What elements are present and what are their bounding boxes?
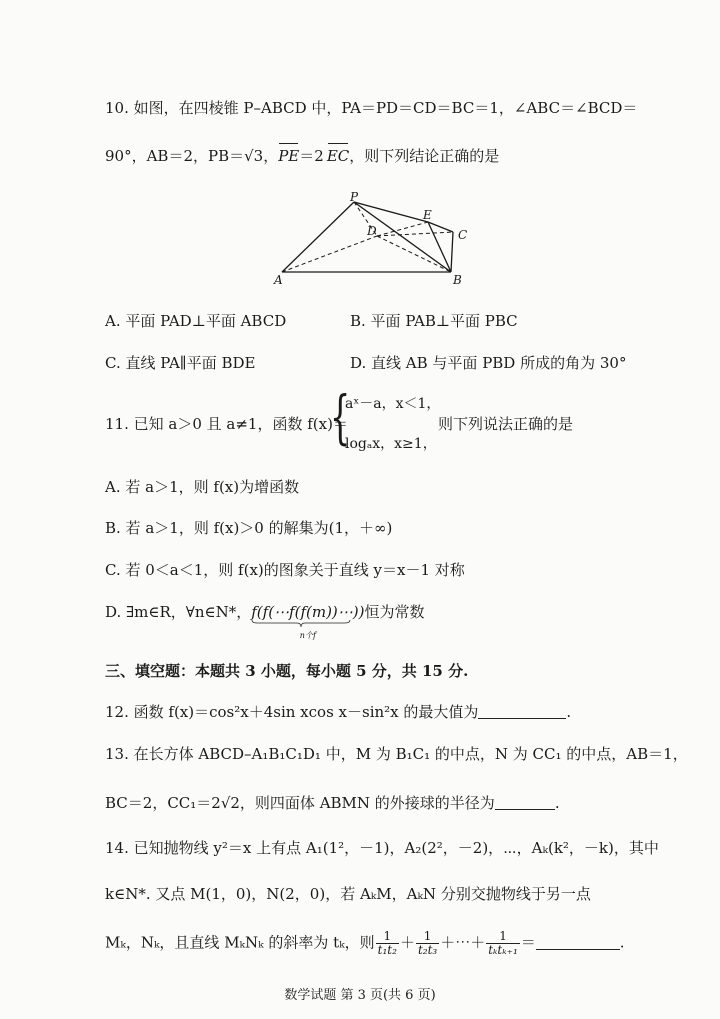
q11-option-a: A. 若 a＞1，则 f(x)为增函数 — [105, 478, 300, 496]
q14-line1: 14. 已知抛物线 y²＝x 上有点 A₁(1²，－1)，A₂(2²，－2)，⋯，Aₖ(k²，－k)，其中 — [105, 839, 659, 857]
q11-d-tail: 恒为常数 — [364, 603, 425, 621]
q11-option-c: C. 若 0＜a＜1，则 f(x)的图象关于直线 y＝x－1 对称 — [105, 561, 465, 579]
q14-line3-lead: Mₖ，Nₖ，且直线 MₖNₖ 的斜率为 tₖ，则 — [105, 933, 375, 952]
q11-option-d — [105, 602, 425, 640]
q11-tail: 则下列说法正确的是 — [438, 415, 574, 433]
label-d: D — [367, 224, 377, 238]
vector-arrow-icon — [328, 143, 348, 144]
q10-line1: 10. 如图，在四棱锥 P–ABCD 中，PA＝PD＝CD＝BC＝1，∠ABC＝∠BCD＝ — [105, 99, 638, 117]
q11-case1: aˣ－a，x＜1， — [345, 396, 441, 412]
q11-d-lead: D. ∃m∈R，∀n∈N*， — [105, 603, 252, 621]
q11-case2: logₐx，x≥1， — [345, 436, 437, 452]
q13-line1: 13. 在长方体 ABCD–A₁B₁C₁D₁ 中，M 为 B₁C₁ 的中点，N 为 CC₁ 的中点，AB＝1， — [105, 745, 688, 763]
pyramid-figure — [270, 190, 490, 290]
label-p: P — [350, 190, 359, 204]
q14-answer-blank — [536, 935, 620, 950]
vector-arrow-icon — [279, 143, 298, 144]
q11-lead: 11. 已知 a＞0 且 a≠1，函数 f(x)＝ — [105, 415, 348, 433]
q12-answer-blank — [478, 704, 566, 719]
q13-line2: BC＝2，CC₁＝2√2，则四面体 ABMN 的外接球的半径为 . — [105, 794, 560, 812]
q14-fraction-3: $\frac{1}{\text{tₖtₖ₊₁}}$ — [488, 929, 518, 957]
label-e: E — [423, 208, 432, 222]
edge-dc — [377, 232, 453, 236]
q10-line2-a: 90°，AB＝2，PB＝√3， — [105, 147, 279, 165]
q10-line2 — [105, 146, 499, 166]
label-a: A — [274, 273, 283, 287]
q10-option-d: D. 直线 AB 与平面 PBD 所成的角为 30° — [350, 354, 627, 372]
q13-answer-blank — [495, 795, 555, 810]
q13-line2-text: BC＝2，CC₁＝2√2，则四面体 ABMN 的外接球的半径为 — [105, 794, 495, 812]
vector-pe: PE — [278, 146, 299, 166]
q11-option-b: B. 若 a＞1，则 f(x)＞0 的解集为(1，＋∞) — [105, 519, 393, 537]
q10-option-b: B. 平面 PAB⊥平面 PBC — [350, 312, 518, 330]
edge-ad — [282, 236, 377, 272]
page-footer: 数学试题 第 3 页(共 6 页) — [284, 988, 436, 1003]
q10-option-a: A. 平面 PAD⊥平面 ABCD — [105, 312, 287, 330]
q11-d-expr: f(f(⋯f(f(m))⋯)) n个f — [251, 602, 364, 622]
q14-line2: k∈N*. 又点 M(1，0)，N(2，0)，若 AₖM，AₖN 分别交抛物线于另一点 — [105, 885, 591, 903]
q10-option-c: C. 直线 PA∥平面 BDE — [105, 354, 256, 372]
piecewise-brace-icon: { — [330, 383, 351, 451]
label-b: B — [453, 273, 462, 287]
q11-d-note: n个f — [299, 631, 316, 640]
q12: 12. 函数 f(x)＝cos²x＋4sin xcos x－sin²x 的最大值为 . — [105, 703, 572, 721]
edge-pa — [282, 202, 354, 272]
q14-fraction-1: $\frac{1}{\text{t₁t₂}}$ — [377, 929, 397, 957]
q12-text: 12. 函数 f(x)＝cos²x＋4sin xcos x－sin²x 的最大值为 — [105, 703, 479, 721]
q14-line3: Mₖ，Nₖ，且直线 MₖNₖ 的斜率为 tₖ，则 $\frac{1}{\text{t₁t₂}}$ ＋ $\frac{1}{\text{t₂t₃}}$ ＋⋯＋ $\frac{1}{\text{tₖtₖ₊₁}}$ ＝ . — [105, 929, 625, 957]
section-heading: 三、填空题：本题共 3 小题，每小题 5 分，共 15 分. — [105, 662, 469, 680]
q10-line2-b: ，则下列结论正确的是 — [349, 147, 500, 165]
edge-db — [377, 236, 451, 272]
edge-pe — [354, 202, 428, 222]
q14-fraction-2: $\frac{1}{\text{t₂t₃}}$ — [417, 929, 438, 957]
label-c: C — [458, 228, 468, 242]
q10-line2-eq: ＝2 — [299, 147, 324, 165]
vector-ec: EC — [327, 146, 349, 166]
edge-cb — [451, 232, 453, 272]
